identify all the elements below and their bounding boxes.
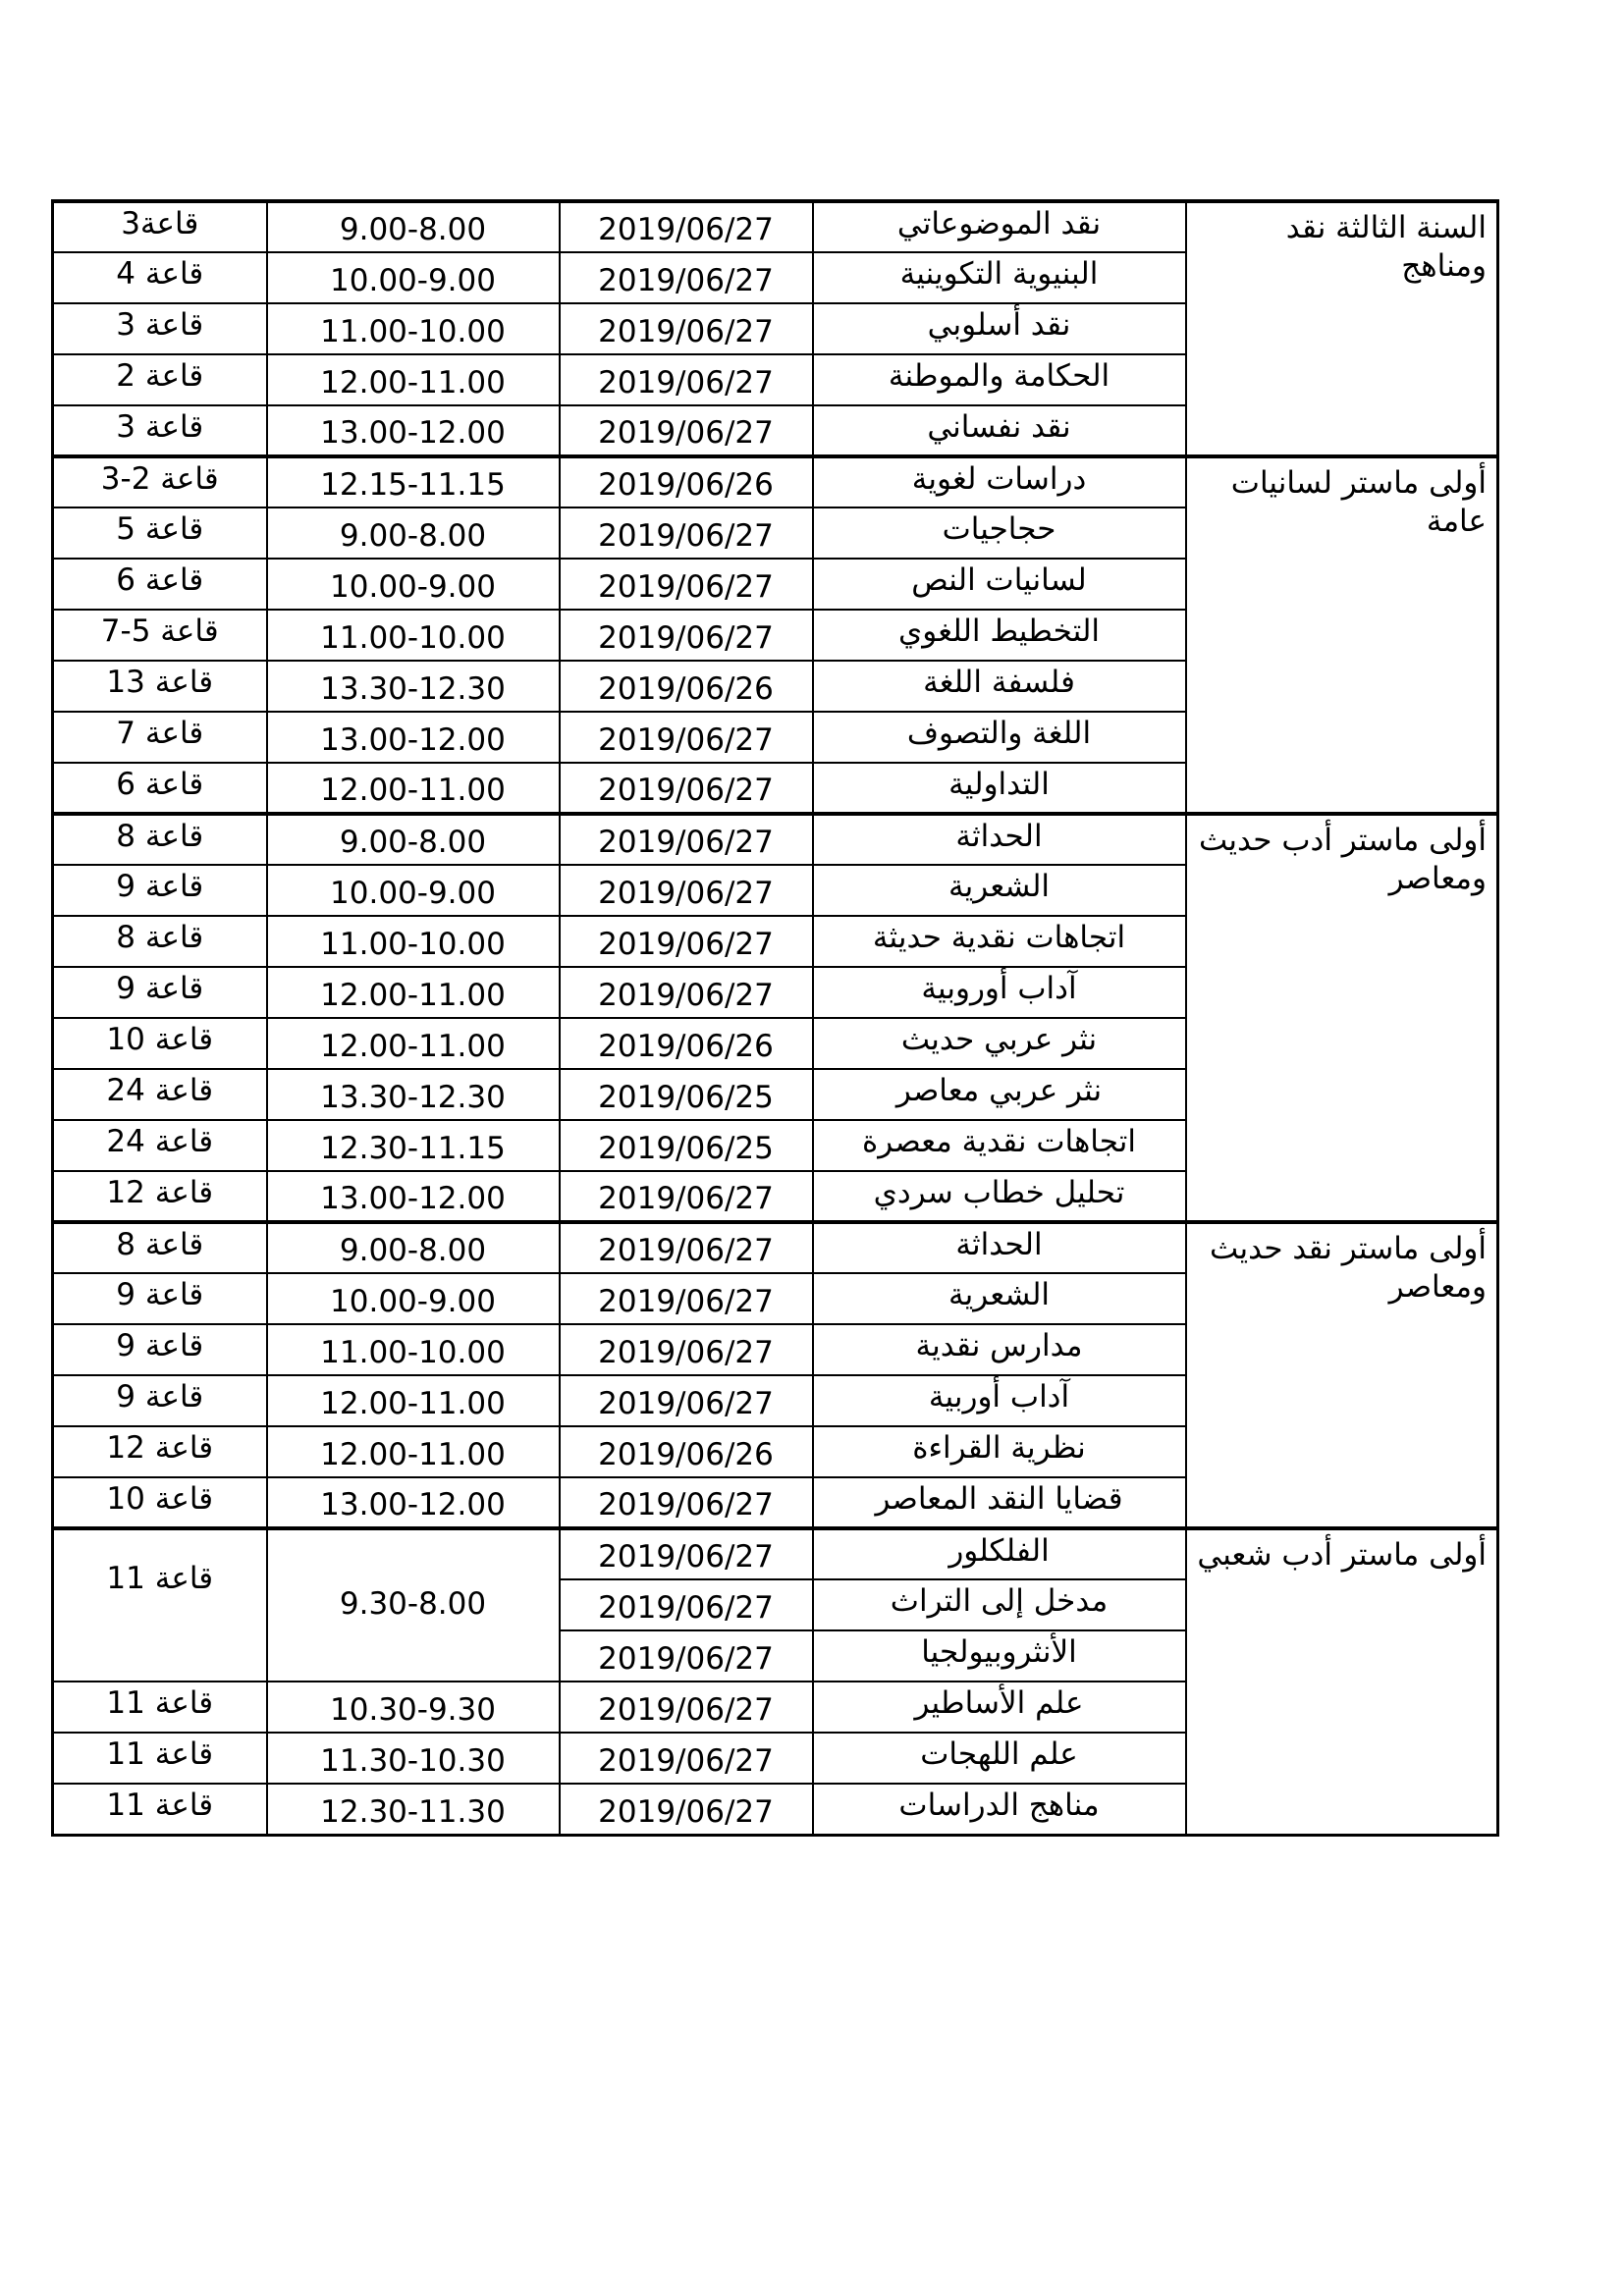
time-cell-text: 11.00-10.00 — [320, 620, 506, 657]
date-cell — [560, 1477, 813, 1528]
subject-cell — [813, 201, 1186, 252]
room-cell — [53, 865, 267, 916]
time-cell-text: 9.30-8.00 — [339, 1586, 487, 1623]
date-cell-text: 2019/06/27 — [598, 1181, 774, 1217]
subject-cell-text: تحليل خطاب سردي — [873, 1175, 1125, 1210]
date-cell — [560, 405, 813, 456]
time-cell — [267, 1222, 560, 1273]
time-cell — [267, 1120, 560, 1171]
room-cell — [53, 1273, 267, 1324]
subject-cell — [813, 1324, 1186, 1375]
date-cell-text: 2019/06/25 — [598, 1080, 774, 1116]
room-cell — [53, 456, 267, 507]
time-cell-text: 12.30-11.30 — [320, 1793, 506, 1830]
subject-cell — [813, 1222, 1186, 1273]
subject-cell — [813, 1579, 1186, 1630]
subject-cell-text: الحكامة والموطنة — [888, 358, 1110, 394]
subject-cell-text: الشعرية — [947, 869, 1051, 904]
date-cell-text: 2019/06/27 — [598, 314, 774, 350]
time-cell — [267, 1477, 560, 1528]
time-cell — [267, 1733, 560, 1784]
date-cell — [560, 1273, 813, 1324]
date-cell — [560, 712, 813, 763]
date-cell-text: 2019/06/26 — [598, 1029, 774, 1065]
date-cell-text: 2019/06/27 — [598, 1233, 774, 1269]
date-cell — [560, 1171, 813, 1222]
subject-cell-text: نثر عربي حديث — [900, 1022, 1098, 1057]
subject-cell — [813, 610, 1186, 661]
subject-cell-text: اتجاهات نقدية حديثة — [872, 920, 1126, 955]
subject-cell — [813, 967, 1186, 1018]
date-cell-text: 2019/06/26 — [598, 1437, 774, 1473]
room-cell-text: قاعة 4 — [116, 256, 204, 292]
room-cell — [53, 405, 267, 456]
room-cell — [53, 610, 267, 661]
date-cell — [560, 303, 813, 354]
time-cell — [267, 1682, 560, 1733]
time-cell — [267, 1528, 560, 1682]
date-cell-text: 2019/06/27 — [598, 1692, 774, 1729]
time-cell — [267, 201, 560, 252]
subject-cell-text: التخطيط اللغوي — [897, 614, 1101, 649]
group-name-text: أولى ماستر لسانيات عامة — [1230, 465, 1487, 539]
time-cell-text: 13.00-12.00 — [320, 415, 506, 452]
date-cell — [560, 456, 813, 507]
time-cell — [267, 303, 560, 354]
room-cell — [53, 712, 267, 763]
date-cell-text: 2019/06/27 — [598, 876, 774, 912]
subject-cell-text: الأنثروبيولجيا — [921, 1634, 1077, 1670]
room-cell — [53, 1733, 267, 1784]
subject-cell — [813, 661, 1186, 712]
time-cell — [267, 1018, 560, 1069]
date-cell — [560, 507, 813, 559]
date-cell-text: 2019/06/27 — [598, 978, 774, 1014]
subject-cell-text: آداب أوروبية — [921, 971, 1077, 1006]
room-cell-text: قاعة 9 — [116, 1277, 204, 1312]
date-cell-text: 2019/06/27 — [598, 1386, 774, 1422]
date-cell-text: 2019/06/27 — [598, 1335, 774, 1371]
date-cell-text: 2019/06/26 — [598, 467, 774, 504]
date-cell — [560, 1120, 813, 1171]
room-cell — [53, 763, 267, 814]
subject-cell-text: الفلكلور — [948, 1533, 1050, 1569]
group-section — [53, 1222, 1498, 1528]
room-cell-text: قاعة 3 — [116, 307, 204, 343]
room-cell-text: قاعة 12 — [106, 1430, 214, 1466]
date-cell — [560, 1682, 813, 1733]
room-cell-text: قاعة 11 — [106, 1788, 214, 1823]
exam-schedule — [51, 199, 1496, 1837]
date-cell-text: 2019/06/27 — [598, 365, 774, 401]
time-cell-text: 9.00-8.00 — [339, 212, 487, 248]
time-cell — [267, 354, 560, 405]
time-cell-text: 10.00-9.00 — [330, 263, 496, 299]
subject-cell-text: فلسفة اللغة — [923, 665, 1075, 700]
room-cell — [53, 1120, 267, 1171]
room-cell-text: قاعة3 — [121, 206, 199, 241]
room-cell — [53, 1069, 267, 1120]
date-cell-text: 2019/06/27 — [598, 1590, 774, 1627]
room-cell-text: قاعة 24 — [106, 1073, 214, 1108]
subject-cell — [813, 252, 1186, 303]
subject-cell — [813, 1171, 1186, 1222]
subject-cell — [813, 1120, 1186, 1171]
room-cell-text: قاعة 2-3 — [100, 461, 219, 497]
subject-cell-text: نظرية القراءة — [912, 1430, 1086, 1466]
date-cell-text: 2019/06/27 — [598, 722, 774, 759]
time-cell — [267, 916, 560, 967]
date-cell-text: 2019/06/26 — [598, 671, 774, 708]
time-cell-text: 13.30-12.30 — [320, 671, 506, 708]
room-cell-text: قاعة 10 — [106, 1022, 214, 1057]
room-cell-text: قاعة 9 — [116, 869, 204, 904]
room-cell-text: قاعة 7 — [116, 716, 204, 751]
time-cell — [267, 456, 560, 507]
subject-cell-text: حجاجيات — [942, 511, 1056, 547]
date-cell-text: 2019/06/27 — [598, 620, 774, 657]
date-cell-text: 2019/06/27 — [598, 927, 774, 963]
table-row — [53, 201, 1498, 252]
table-row — [53, 1528, 1498, 1579]
date-cell-text: 2019/06/27 — [598, 1284, 774, 1320]
time-cell-text: 12.00-11.00 — [320, 978, 506, 1014]
room-cell-text: قاعة 9 — [116, 1328, 204, 1363]
date-cell-text: 2019/06/27 — [598, 212, 774, 248]
time-cell-text: 11.00-10.00 — [320, 927, 506, 963]
time-cell — [267, 1273, 560, 1324]
subject-cell — [813, 763, 1186, 814]
date-cell — [560, 610, 813, 661]
date-cell-text: 2019/06/27 — [598, 1641, 774, 1678]
time-cell-text: 10.00-9.00 — [330, 1284, 496, 1320]
time-cell-text: 12.00-11.00 — [320, 365, 506, 401]
date-cell — [560, 1630, 813, 1682]
subject-cell-text: الحداثة — [955, 1227, 1043, 1262]
time-cell-text: 13.00-12.00 — [320, 722, 506, 759]
date-cell — [560, 201, 813, 252]
time-cell-text: 12.30-11.15 — [320, 1131, 506, 1167]
subject-cell-text: لسانيات النص — [911, 562, 1087, 598]
time-cell-text: 9.00-8.00 — [339, 825, 487, 861]
date-cell — [560, 1018, 813, 1069]
subject-cell — [813, 916, 1186, 967]
subject-cell — [813, 1630, 1186, 1682]
date-cell — [560, 1528, 813, 1579]
date-cell-text: 2019/06/27 — [598, 1487, 774, 1523]
date-cell — [560, 1222, 813, 1273]
subject-cell-text: التداولية — [948, 767, 1050, 802]
group-name-text: أولى ماستر نقد حديث ومعاصر — [1210, 1231, 1487, 1305]
date-cell-text: 2019/06/27 — [598, 569, 774, 606]
room-cell — [53, 1375, 267, 1426]
subject-cell — [813, 1477, 1186, 1528]
date-cell — [560, 661, 813, 712]
room-cell-text: قاعة 6 — [116, 767, 204, 802]
time-cell-text: 12.00-11.00 — [320, 773, 506, 809]
group-name — [1186, 814, 1498, 1222]
group-name — [1186, 1528, 1498, 1835]
subject-cell-text: آداب أوربية — [928, 1379, 1070, 1415]
room-cell — [53, 661, 267, 712]
subject-cell — [813, 507, 1186, 559]
room-cell — [53, 354, 267, 405]
room-cell — [53, 1018, 267, 1069]
group-name — [1186, 201, 1498, 456]
date-cell-text: 2019/06/27 — [598, 263, 774, 299]
room-cell — [53, 1682, 267, 1733]
group-section — [53, 201, 1498, 456]
time-cell — [267, 1426, 560, 1477]
room-cell — [53, 1426, 267, 1477]
room-cell-text: قاعة 8 — [116, 819, 204, 854]
group-name — [1186, 456, 1498, 814]
schedule-table — [51, 199, 1499, 1837]
subject-cell — [813, 559, 1186, 610]
time-cell-text: 10.00-9.00 — [330, 569, 496, 606]
date-cell — [560, 559, 813, 610]
room-cell — [53, 1477, 267, 1528]
subject-cell-text: اتجاهات نقدية معصرة — [862, 1124, 1136, 1159]
subject-cell-text: مدارس نقدية — [915, 1328, 1083, 1363]
date-cell-text: 2019/06/27 — [598, 825, 774, 861]
time-cell — [267, 1784, 560, 1835]
date-cell — [560, 1375, 813, 1426]
subject-cell — [813, 1426, 1186, 1477]
time-cell-text: 9.00-8.00 — [339, 518, 487, 555]
date-cell — [560, 1784, 813, 1835]
time-cell-text: 11.00-10.00 — [320, 1335, 506, 1371]
time-cell — [267, 1069, 560, 1120]
time-cell-text: 12.00-11.00 — [320, 1386, 506, 1422]
subject-cell — [813, 1069, 1186, 1120]
date-cell — [560, 814, 813, 865]
time-cell — [267, 1324, 560, 1375]
subject-cell-text: الحداثة — [955, 819, 1043, 854]
subject-cell-text: اللغة والتصوف — [906, 716, 1092, 751]
time-cell-text: 11.30-10.30 — [320, 1743, 506, 1780]
date-cell-text: 2019/06/27 — [598, 1793, 774, 1830]
room-cell — [53, 967, 267, 1018]
room-cell — [53, 559, 267, 610]
time-cell — [267, 1375, 560, 1426]
room-cell — [53, 814, 267, 865]
subject-cell — [813, 1273, 1186, 1324]
room-cell — [53, 1324, 267, 1375]
subject-cell-text: علم اللهجات — [920, 1736, 1078, 1772]
room-cell-text: قاعة 8 — [116, 920, 204, 955]
date-cell — [560, 252, 813, 303]
subject-cell-text: قضايا النقد المعاصر — [875, 1481, 1123, 1517]
subject-cell-text: علم الأساطير — [914, 1685, 1084, 1721]
date-cell-text: 2019/06/27 — [598, 415, 774, 452]
time-cell — [267, 661, 560, 712]
date-cell — [560, 865, 813, 916]
subject-cell-text: نثر عربي معاصر — [895, 1073, 1103, 1108]
subject-cell — [813, 456, 1186, 507]
room-cell-text: قاعة 2 — [116, 358, 204, 394]
room-cell — [53, 1222, 267, 1273]
date-cell — [560, 967, 813, 1018]
room-cell — [53, 1528, 267, 1682]
time-cell — [267, 814, 560, 865]
time-cell — [267, 763, 560, 814]
time-cell-text: 11.00-10.00 — [320, 314, 506, 350]
date-cell — [560, 1069, 813, 1120]
room-cell-text: قاعة 3 — [116, 409, 204, 445]
room-cell-text: قاعة 8 — [116, 1227, 204, 1262]
subject-cell-text: نقد الموضوعاتي — [896, 206, 1102, 241]
subject-cell — [813, 1018, 1186, 1069]
group-section — [53, 1528, 1498, 1835]
room-cell-text: قاعة 24 — [106, 1124, 214, 1159]
time-cell — [267, 507, 560, 559]
group-name-text: أولى ماستر أدب حديث ومعاصر — [1198, 823, 1487, 896]
room-cell-text: قاعة 5 — [116, 511, 204, 547]
subject-cell — [813, 1784, 1186, 1835]
date-cell — [560, 354, 813, 405]
subject-cell-text: نقد نفساني — [927, 409, 1071, 445]
subject-cell — [813, 712, 1186, 763]
table-row — [53, 1222, 1498, 1273]
date-cell-text: 2019/06/27 — [598, 518, 774, 555]
subject-cell — [813, 303, 1186, 354]
room-cell-text: قاعة 11 — [106, 1561, 214, 1596]
subject-cell-text: الشعرية — [947, 1277, 1051, 1312]
time-cell — [267, 865, 560, 916]
subject-cell — [813, 1733, 1186, 1784]
subject-cell — [813, 1682, 1186, 1733]
group-section — [53, 814, 1498, 1222]
time-cell — [267, 610, 560, 661]
time-cell-text: 12.00-11.00 — [320, 1437, 506, 1473]
time-cell — [267, 252, 560, 303]
room-cell — [53, 1784, 267, 1835]
time-cell — [267, 712, 560, 763]
subject-cell-text: البنيوية التكوينية — [899, 256, 1099, 292]
date-cell — [560, 1324, 813, 1375]
subject-cell-text: مناهج الدراسات — [898, 1788, 1100, 1823]
room-cell-text: قاعة 5-7 — [100, 614, 219, 649]
room-cell — [53, 1171, 267, 1222]
group-name-text: السنة الثالثة نقد ومناهج — [1285, 210, 1487, 284]
time-cell-text: 12.15-11.15 — [320, 467, 506, 504]
subject-cell — [813, 814, 1186, 865]
group-name — [1186, 1222, 1498, 1528]
date-cell — [560, 916, 813, 967]
group-section — [53, 456, 1498, 814]
room-cell-text: قاعة 11 — [106, 1685, 214, 1721]
date-cell — [560, 1733, 813, 1784]
table-row — [53, 814, 1498, 865]
date-cell — [560, 1426, 813, 1477]
room-cell-text: قاعة 9 — [116, 971, 204, 1006]
time-cell-text: 10.00-9.00 — [330, 876, 496, 912]
subject-cell — [813, 865, 1186, 916]
subject-cell — [813, 405, 1186, 456]
date-cell-text: 2019/06/25 — [598, 1131, 774, 1167]
room-cell-text: قاعة 9 — [116, 1379, 204, 1415]
room-cell — [53, 303, 267, 354]
subject-cell-text: مدخل إلى التراث — [890, 1583, 1109, 1619]
time-cell-text: 9.00-8.00 — [339, 1233, 487, 1269]
room-cell-text: قاعة 6 — [116, 562, 204, 598]
date-cell-text: 2019/06/27 — [598, 1743, 774, 1780]
room-cell-text: قاعة 13 — [106, 665, 214, 700]
time-cell-text: 13.00-12.00 — [320, 1487, 506, 1523]
room-cell-text: قاعة 10 — [106, 1481, 214, 1517]
date-cell-text: 2019/06/27 — [598, 1539, 774, 1575]
subject-cell — [813, 1528, 1186, 1579]
table-row — [53, 456, 1498, 507]
time-cell — [267, 405, 560, 456]
room-cell-text: قاعة 11 — [106, 1736, 214, 1772]
room-cell — [53, 916, 267, 967]
time-cell-text: 12.00-11.00 — [320, 1029, 506, 1065]
date-cell — [560, 763, 813, 814]
group-name-text: أولى ماستر أدب شعبي — [1197, 1537, 1487, 1573]
time-cell — [267, 1171, 560, 1222]
subject-cell — [813, 354, 1186, 405]
time-cell-text: 13.30-12.30 — [320, 1080, 506, 1116]
subject-cell — [813, 1375, 1186, 1426]
room-cell-text: قاعة 12 — [106, 1175, 214, 1210]
time-cell — [267, 967, 560, 1018]
time-cell-text: 10.30-9.30 — [330, 1692, 496, 1729]
room-cell — [53, 252, 267, 303]
room-cell — [53, 201, 267, 252]
date-cell — [560, 1579, 813, 1630]
date-cell-text: 2019/06/27 — [598, 773, 774, 809]
time-cell — [267, 559, 560, 610]
room-cell — [53, 507, 267, 559]
subject-cell-text: دراسات لغوية — [911, 461, 1087, 497]
subject-cell-text: نقد أسلوبي — [927, 307, 1071, 343]
time-cell-text: 13.00-12.00 — [320, 1181, 506, 1217]
